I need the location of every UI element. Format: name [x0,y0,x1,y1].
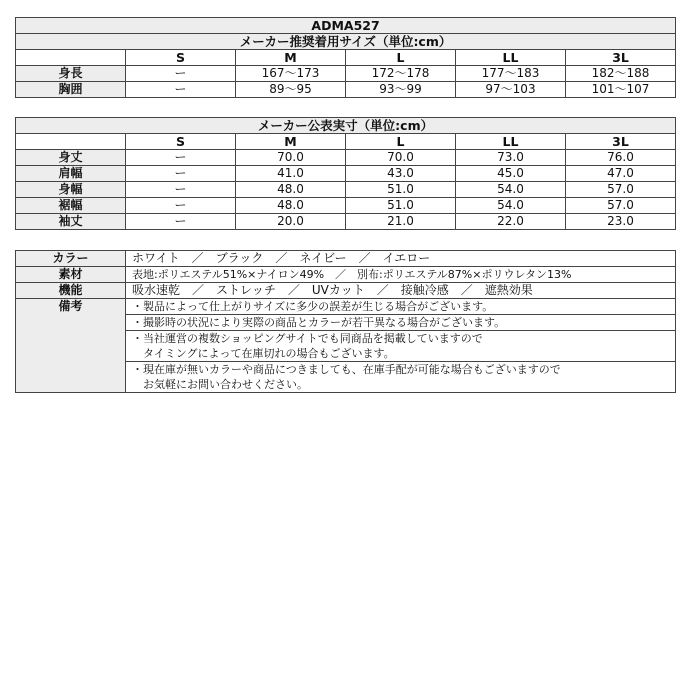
table-cell: 57.0 [566,182,676,198]
note-line: ・現在庫が無いカラーや商品につきましても、在庫手配が可能な場合もございますので [132,363,561,376]
table-cell: 20.0 [236,214,346,230]
table-cell: 101～107 [566,82,676,98]
note-item [126,315,676,331]
recommended-size-title: メーカー推奨着用サイズ（単位:cm） [16,34,676,50]
size-header-row [16,50,676,66]
product-info-table [15,250,676,393]
table-cell: ー [126,182,236,198]
table-cell: ー [126,166,236,182]
material-label: 素材 [16,267,126,283]
function-value: 吸水速乾 ／ ストレッチ ／ UVカット ／ 接触冷感 ／ 遮熱効果 [126,283,676,299]
table-cell: 48.0 [236,182,346,198]
header-blank [16,50,126,66]
row-label: 身丈 [16,150,126,166]
notes-label: 備考 [16,299,126,393]
table-row [16,198,676,214]
row-label: 胸囲 [16,82,126,98]
table-row [16,150,676,166]
function-label: 機能 [16,283,126,299]
table-row [16,182,676,198]
table-cell: 93～99 [346,82,456,98]
size-header: L [346,50,456,66]
note-line: ・製品によって仕上がりサイズに多少の誤差が生じる場合がございます。 [132,300,494,313]
table-cell: 89～95 [236,82,346,98]
row-label: 袖丈 [16,214,126,230]
row-label: 身長 [16,66,126,82]
actual-size-title: メーカー公表実寸（単位:cm） [16,118,676,134]
info-row-material [16,267,676,283]
table-cell: 57.0 [566,198,676,214]
table-cell: 167～173 [236,66,346,82]
header-blank [16,134,126,150]
table-cell: 22.0 [456,214,566,230]
note-line: ・撮影時の状況により実際の商品とカラーが若干異なる場合がございます。 [132,316,506,329]
size-header: M [236,134,346,150]
recommended-size-table [15,17,676,98]
size-header: L [346,134,456,150]
size-header-row [16,134,676,150]
table-cell: 54.0 [456,198,566,214]
table-cell: 182～188 [566,66,676,82]
size-header: 3L [566,134,676,150]
table-cell: 21.0 [346,214,456,230]
row-label: 裾幅 [16,198,126,214]
table-cell: ー [126,82,236,98]
size-header: 3L [566,50,676,66]
table-cell: 41.0 [236,166,346,182]
table-row [16,66,676,82]
note-item [126,299,676,315]
table-cell: 51.0 [346,198,456,214]
size-header: LL [456,50,566,66]
row-label: 身幅 [16,182,126,198]
table-cell: 51.0 [346,182,456,198]
table-cell: ー [126,198,236,214]
row-label: 肩幅 [16,166,126,182]
note-line: ・当社運営の複数ショッピングサイトでも同商品を掲載していますので [132,332,483,345]
table-cell: 76.0 [566,150,676,166]
table-cell: 177～183 [456,66,566,82]
table-cell: 70.0 [346,150,456,166]
size-header: LL [456,134,566,150]
color-value: ホワイト ／ ブラック ／ ネイビー ／ イエロー [126,251,676,267]
table-cell: ー [126,66,236,82]
table-cell: 23.0 [566,214,676,230]
table-cell: 172～178 [346,66,456,82]
note-line: お気軽にお問い合わせください。 [132,378,308,391]
table-cell: 73.0 [456,150,566,166]
table-cell: 47.0 [566,166,676,182]
material-value: 表地:ポリエステル51%×ナイロン49% ／ 別布:ポリエステル87%×ポリウレタン13% [126,267,676,283]
note-item [126,331,676,362]
table-cell: 97～103 [456,82,566,98]
table-row [16,214,676,230]
size-header: S [126,134,236,150]
info-row-notes [16,299,676,315]
table-row [16,82,676,98]
model-number: ADMA527 [16,18,676,34]
note-item [126,362,676,393]
info-row-function [16,283,676,299]
actual-size-table [15,117,676,230]
table-cell: ー [126,214,236,230]
info-row-color [16,251,676,267]
table-cell: 45.0 [456,166,566,182]
table-cell: ー [126,150,236,166]
note-line: タイミングによって在庫切れの場合もございます。 [132,347,395,360]
size-header: S [126,50,236,66]
table-cell: 43.0 [346,166,456,182]
table-cell: 54.0 [456,182,566,198]
color-label: カラー [16,251,126,267]
table-cell: 48.0 [236,198,346,214]
size-header: M [236,50,346,66]
table-cell: 70.0 [236,150,346,166]
table-row [16,166,676,182]
